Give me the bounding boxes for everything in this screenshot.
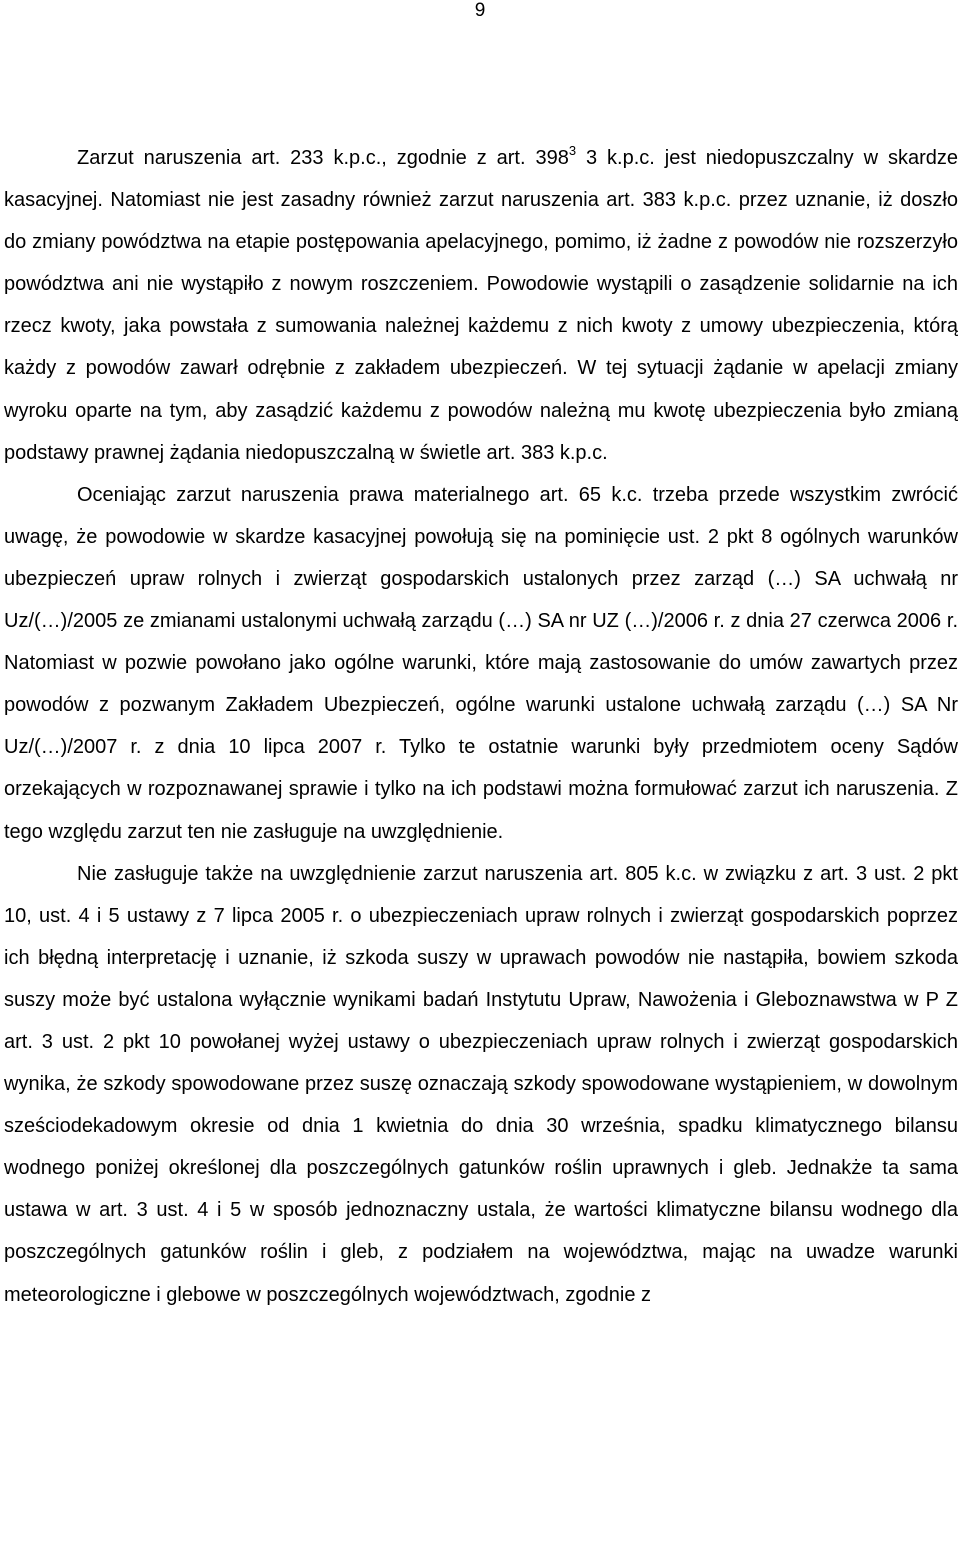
paragraph-1: [4, 137, 958, 474]
superscript-3: 3: [568, 143, 577, 158]
document-body: [4, 137, 958, 1316]
paragraph-1-text-a: Zarzut naruszenia art. 233 k.p.c., zgodnie z art. 398: [77, 147, 569, 169]
paragraph-3: Nie zasługuje także na uwzględnienie zarzut naruszenia art. 805 k.c. w związku z art. 3 ust. 2 pkt 10, ust. 4 i 5 ustawy z 7 lipca 2005 r. o ubezpieczeniach upraw rolnych i zwierząt gospodarskich poprzez ich błędną interpretację i uznanie, iż szkoda suszy w uprawach powodów nie nastąpiła, bowiem szkoda suszy może być ustalona wyłącznie wynikami badań Instytutu Upraw, Nawożenia i Gleboznawstwa w P Z art. 3 ust. 2 pkt 10 powołanej wyżej ustawy o ubezpieczeniach upraw rolnych i zwierząt gospodarskich wynika, że szkody spowodowane przez suszę oznaczają szkody spowodowane wystąpieniem, w dowolnym sześciodekadowym okresie od dnia 1 kwietnia do dnia 30 września, spadku klimatycznego bilansu wodnego poniżej określonej dla poszczególnych gatunków roślin uprawnych i gleb. Jednakże ta sama ustawa w art. 3 ust. 4 i 5 w sposób jednoznaczny ustala, że wartości klimatyczne bilansu wodnego dla poszczególnych gatunków roślin i gleb, z podziałem na województwa, mając na uwadze warunki meteorologiczne i glebowe w poszczególnych województwach, zgodnie z: [4, 862, 958, 1306]
paragraph-1-text-b: 3 k.p.c. jest niedopuszczalny w skardze kasacyjnej. Natomiast nie jest zasadny również zarzut naruszenia art. 383 k.p.c. przez uznanie, iż doszło do zmiany powództwa na etapie postępowania apelacyjnego, pomimo, iż żadne z powodów nie rozszerzyło powództwa ani nie wystąpiło z nowym roszczeniem. Powodowie wystąpili o zasądzenie solidarnie na ich rzecz kwoty, jaka powstała z sumowania należnej każdemu z nich kwoty z umowy ubezpieczenia, którą każdy z powodów zawarł odrębnie z zakładem ubezpieczeń. W tej sytuacji żądanie w apelacji zmiany wyroku oparte na tym, aby zasądzić każdemu z powodów należną mu kwotę ubezpieczenia było zmianą podstawy prawnej żądania niedopuszczalną w świetle art. 383 k.p.c.: [4, 147, 958, 464]
page-number: 9: [474, 0, 486, 21]
paragraph-2: Oceniając zarzut naruszenia prawa materialnego art. 65 k.c. trzeba przede wszystkim zwrócić uwagę, że powodowie w skardze kasacyjnej powołują się na pominięcie ust. 2 pkt 8 ogólnych warunków ubezpieczeń upraw rolnych i zwierząt gospodarskich ustalonych przez zarząd (…) SA uchwałą nr Uz/(…)/2005 ze zmianami ustalonymi uchwałą zarządu (…) SA nr UZ (…)/2006 r. z dnia 27 czerwca 2006 r. Natomiast w pozwie powołano jako ogólne warunki, które mają zastosowanie do umów zawartych przez powodów z pozwanym Zakładem Ubezpieczeń, ogólne warunki ustalone uchwałą zarządu (…) SA Nr Uz/(…)/2007 r. z dnia 10 lipca 2007 r. Tylko te ostatnie warunki były przedmiotem oceny Sądów orzekających w rozpoznawanej sprawie i tylko na ich podstawi można formułować zarzut ich naruszenia. Z tego względu zarzut ten nie zasługuje na uwzględnienie.: [4, 483, 958, 843]
